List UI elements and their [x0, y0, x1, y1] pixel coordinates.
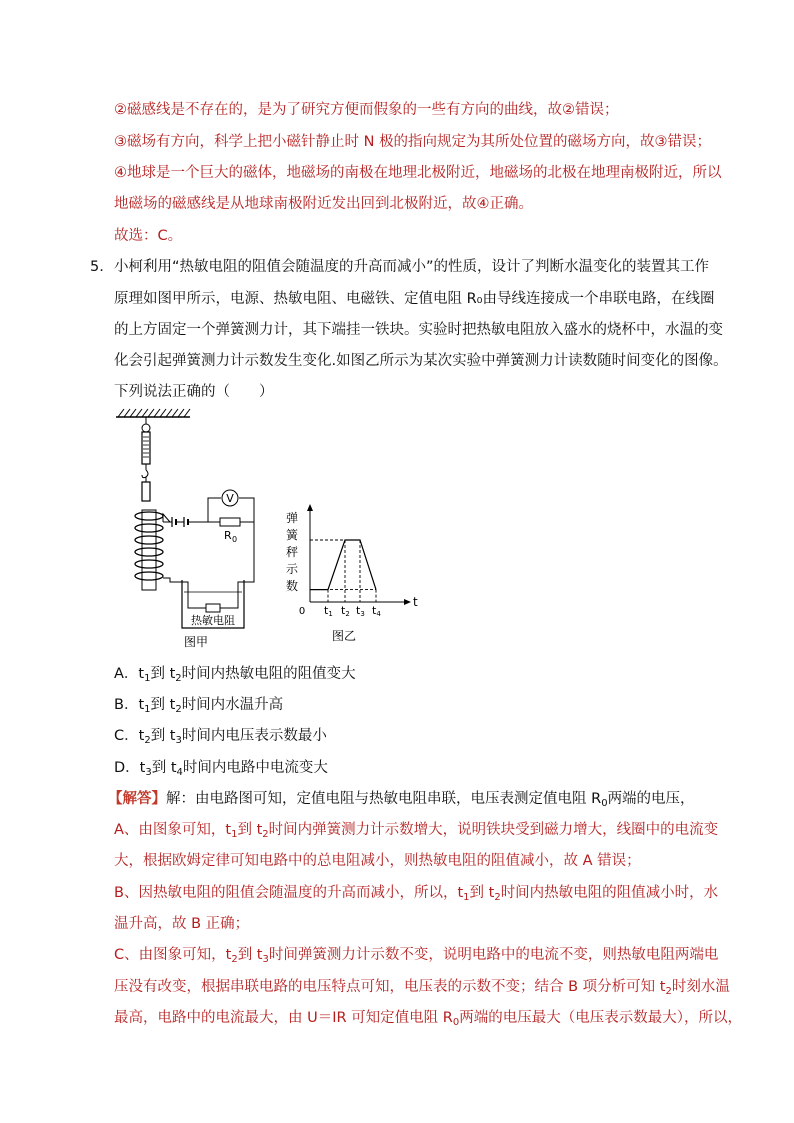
chart-x-tick-label: t1	[324, 604, 333, 618]
thermistor-label: 热敏电阻	[191, 614, 235, 627]
solution-c-line-3: 最高，电路中的电流最大，由 U＝IR 可知定值电阻 $R_0$两端的电压最大（电压表示数最大），所以，	[114, 1010, 742, 1028]
resistor-subscript: 0	[232, 535, 238, 544]
option-text: $t_1$到 $t_2$时间内水温升高	[138, 697, 284, 715]
option-letter: B．	[114, 697, 139, 713]
chart-y-label-char: 簧	[285, 528, 299, 542]
option-text: $t_2$到 $t_3$时间内电压表示数最小	[138, 728, 327, 746]
solution-c-line-1: C、由图象可知，$t_2$到 $t_3$时间弹簧测力计示数不变，说明电路中的电流不变，则热敏电阻两端电	[114, 947, 719, 965]
solution-c-line-2: 压没有改变，根据串联电路的电压特点可知，电压表的示数不变；结合 B 项分析可知 $t_2$时刻水温	[114, 979, 730, 997]
question-line-3: 的上方固定一个弹簧测力计，其下端挂一铁块。实验时把热敏电阻放入盛水的烧杯中，水温的变	[114, 322, 723, 338]
analysis-answer: 故选：C。	[114, 228, 183, 244]
solution-b-line-2: 温升高，故 B 正确；	[114, 916, 250, 932]
option-a[interactable]	[114, 665, 356, 683]
chart-origin-label: 0	[298, 606, 306, 617]
chart-x-tick-label: t2	[341, 604, 350, 618]
analysis-line-3: ③磁场有方向，科学上把小磁针静止时 N 极的指向规定为其所处位置的磁场方向，故③错误；	[114, 134, 712, 150]
option-letter: A．	[114, 666, 139, 682]
question-line-4: 化会引起弹簧测力计示数发生变化.如图乙所示为某次实验中弹簧测力计读数随时间变化的图像。	[114, 353, 728, 369]
voltmeter-label: V	[226, 492, 234, 505]
question-line-1: 小柯利用“热敏电阻的阻值会随温度的升高而减小”的性质，设计了判断水温变化的装置其工作	[114, 259, 710, 275]
solution-intro: 【解答】解：由电路图可知，定值电阻与热敏电阻串联，电压表测定值电阻 $R_0$两端的电压，	[108, 791, 695, 809]
option-text: $t_3$到 $t_4$时间内电路中电流变大	[139, 760, 328, 778]
question-line-5: 下列说法正确的（ ）	[114, 384, 274, 400]
option-letter: C．	[114, 728, 139, 744]
solution-b-line-1: B、因热敏电阻的阻值会随温度的升高而减小，所以，$t_1$到 $t_2$时间内热敏电阻的阻值减小时，水	[114, 885, 719, 903]
analysis-line-4b: 地磁场的磁感线是从地球南极附近发出回到北极附近，故④正确。	[114, 196, 533, 212]
chart-y-label-char: 秤	[285, 545, 299, 559]
chart-y-label-char: 数	[285, 579, 299, 593]
resistor-label: R	[224, 529, 232, 542]
solution-tag: 【解答】	[108, 791, 166, 807]
question-number: 5.	[90, 259, 104, 275]
chart-y-label-char: 示	[285, 562, 299, 576]
solution-a-line-2: 大，根据欧姆定律可知电路中的总电阻减小，则热敏电阻的阻值减小，故 A 错误；	[114, 853, 641, 869]
analysis-line-2: ②磁感线是不存在的，是为了研究方便而假象的一些有方向的曲线，故②错误；	[114, 102, 619, 118]
question-line-2: 原理如图甲所示，电源、热敏电阻、电磁铁、定值电阻 R₀由导线连接成一个串联电路，在线圈	[114, 291, 715, 307]
chart-series-line	[310, 540, 376, 590]
chart-x-label: t	[413, 595, 418, 609]
figure-yi-caption: 图乙	[331, 629, 357, 643]
chart-x-arrow	[404, 599, 411, 605]
chart-y-label	[286, 511, 299, 593]
chart-x-tick-label: t4	[372, 604, 381, 618]
chart-y-label-char: 弹	[285, 511, 299, 525]
chart-x-tick-label: t3	[356, 604, 365, 618]
analysis-line-4a: ④地球是一个巨大的磁体，地磁场的南极在地理北极附近，地磁场的北极在地理南极附近，所以	[114, 165, 722, 181]
solution-a-line-1: A、由图象可知，$t_1$到 $t_2$时间内弹簧测力计示数增大，说明铁块受到磁力增大，线圈中的电流变	[114, 822, 719, 840]
option-c[interactable]	[114, 727, 327, 745]
option-b[interactable]	[114, 696, 283, 714]
figure-jia-caption: 图甲	[183, 635, 209, 649]
chart-figure	[282, 500, 422, 648]
option-text: $t_1$到 $t_2$时间内热敏电阻的阻值变大	[138, 666, 356, 684]
chart-y-arrow	[307, 504, 313, 511]
option-letter: D．	[114, 760, 140, 776]
circuit-diagram	[110, 402, 280, 652]
option-d[interactable]	[114, 759, 328, 777]
